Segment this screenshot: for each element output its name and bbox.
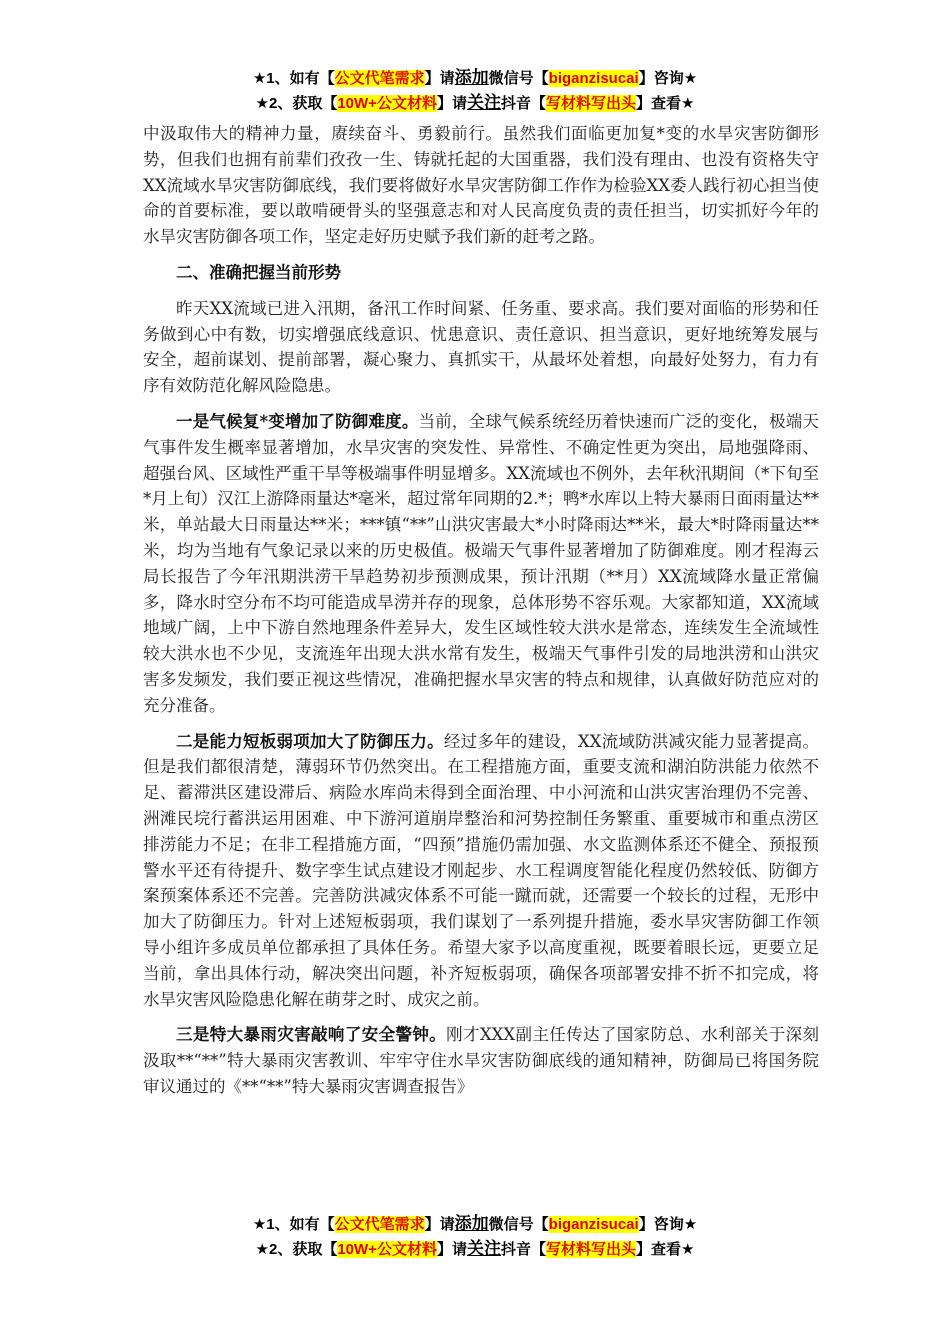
banner-text: 】咨询★: [638, 70, 698, 87]
banner-line-1: [0, 1212, 950, 1237]
highlight-service: 公文代笔需求: [334, 1216, 425, 1233]
banner-text: ★2、获取【: [255, 95, 338, 112]
paragraph-lead: 二是能力短板弱项加大了防御压力。: [176, 731, 444, 751]
highlight-materials: 10W+公文材料: [337, 1241, 437, 1258]
highlight-wechat-id: biganzisucai: [548, 1216, 639, 1233]
highlight-douyin-id: 写材料写出头: [545, 95, 636, 112]
top-ad-banner: [0, 66, 950, 116]
paragraph-text: 刚才XXX副主任传达了国家防总、水利部关于深刻汲取**“**”特大暴雨灾害教训、牢牢守住水旱灾害防御底线的通知精神，防御局已将国务院审议通过的《**“**”特大暴雨灾害调查报告》: [143, 1025, 820, 1096]
highlight-service: 公文代笔需求: [334, 70, 425, 87]
paragraph: [143, 729, 819, 1013]
paragraph-text: 经过多年的建设，XX流域防洪减灾能力显著提高。但是我们都很清楚，薄弱环节仍然突出。在工程措施方面，重要支流和湖泊防洪能力依然不足、蓄滞洪区建设滞后、病险水库尚未得到全面治理、中小河流和山洪灾害治理仍不完善、洲滩民垸行蓄洪运用困难、中下游河道崩岸整治和河势控制任务繁重、重要城市和重点涝区排涝能力不足；在非工程措施方面，“四预”措施仍需加强、水文监测体系还不健全、预报预警水平还有待提升、数字孪生试点建设才刚起步、水工程调度智能化程度仍然较低、防御方案预案体系还不完善。完善防洪减灾体系不可能一蹴而就，还需要一个较长的过程，无形中加大了防御压力。针对上述短板弱项，我们谋划了一系列提升措施，委水旱灾害防御工作领导小组许多成员单位都承担了具体任务。希望大家予以高度重视，既要着眼长远，更要立足当前，拿出具体行动，解决突出问题，补齐短板弱项，确保各项部署安排不折不扣完成，将水旱灾害风险隐患化解在萌芽之时、成灾之前。: [143, 731, 820, 1009]
underlined-keyword: 添加: [454, 68, 489, 87]
banner-text: 抖音【: [500, 95, 546, 112]
paragraph-lead: 一是气候复*变增加了防御难度。: [176, 411, 419, 431]
section-heading: 二、准确把握当前形势: [176, 262, 341, 282]
banner-text: 】查看★: [636, 95, 695, 112]
banner-text: ★1、如有【: [252, 70, 335, 87]
highlight-materials: 10W+公文材料: [337, 95, 437, 112]
banner-text: ★2、获取【: [255, 1241, 338, 1258]
paragraph-lead: 三是特大暴雨灾害敲响了安全警钟。: [176, 1025, 447, 1045]
banner-text: 】咨询★: [638, 1216, 698, 1233]
banner-text: 微信号【: [488, 1216, 549, 1233]
banner-text: 抖音【: [500, 1241, 546, 1258]
paragraph: 昨天XX流域已进入汛期，备汛工作时间紧、任务重、要求高。我们要对面临的形势和任务做到心中有数，切实增强底线意识、忧患意识、责任意识、担当意识，更好地统筹发展与安全，超前谋划、提前部署，凝心聚力、真抓实干，从最坏处着想，向最好处努力，有力有序有效防范化解风险隐患。: [143, 298, 819, 396]
underlined-keyword: 添加: [454, 1214, 489, 1233]
banner-text: 】请: [436, 1241, 467, 1258]
highlight-wechat-id: biganzisucai: [548, 70, 639, 87]
banner-line-2: [0, 1237, 950, 1262]
underlined-keyword: 关注: [466, 93, 501, 112]
highlight-douyin-id: 写材料写出头: [545, 1241, 636, 1258]
banner-text: 】请: [436, 95, 467, 112]
banner-text: ★1、如有【: [252, 1216, 335, 1233]
banner-text: 】请: [424, 70, 455, 87]
banner-text: 微信号【: [488, 70, 549, 87]
banner-text: 】查看★: [636, 1241, 695, 1258]
bottom-ad-banner: [0, 1212, 950, 1262]
banner-line-2: [0, 91, 950, 116]
paragraph: [143, 409, 819, 719]
underlined-keyword: 关注: [466, 1239, 501, 1258]
paragraph: [143, 1022, 819, 1099]
paragraph-continued: 中汲取伟大的精神力量，赓续奋斗、勇毅前行。虽然我们面临更加复*变的水旱灾害防御形势，但我们也拥有前辈们孜孜一生、铸就托起的大国重器，我们没有理由、也没有资格失守XX流域水旱灾害防御底线，我们要将做好水旱灾害防御工作作为检验XX委人践行初心担当使命的首要标准，要以敢啃硬骨头的坚强意志和对人民高度负责的责任担当，切实抓好今年的水旱灾害防御各项工作，坚定走好历史赋予我们新的赶考之路。: [143, 124, 819, 247]
paragraph-text: 当前，全球气候系统经历着快速而广泛的变化，极端天气事件发生概率显著增加，水旱灾害的突发性、异常性、不确定性更为突出，局地强降雨、超强台风、区域性严重干旱等极端事件明显增多。XX流域也不例外，去年秋汛期间（*下旬至*月上旬）汉江上游降雨量达*毫米，超过常年同期的2.*；鸭*水库以上特大暴雨日面雨量达**米，单站最大日雨量达**米；***镇“**”山洪灾害最大*小时降雨达**米，最大*时降雨量达**米，均为当地有气象记录以来的历史极值。极端天气事件显著增加了防御难度。刚才程海云局长报告了今年汛期洪涝干旱趋势初步预测成果，预计汛期（**月）XX流域降水量正常偏多，降水时空分布不均可能造成旱涝并存的现象，总体形势不容乐观。大家都知道，XX流域地域广阔，上中下游自然地理条件差异大，发生区域性较大洪水是常态，连续发生全流域性较大洪水也不少见，支流连年出现大洪水常有发生，极端天气事件引发的局地洪涝和山洪灾害多发频发，我们要正视这些情况，准确把握水旱灾害的特点和规律，认真做好防范应对的充分准备。: [143, 411, 820, 715]
banner-text: 】请: [424, 1216, 455, 1233]
banner-line-1: [0, 66, 950, 91]
document-body: [143, 121, 819, 1110]
